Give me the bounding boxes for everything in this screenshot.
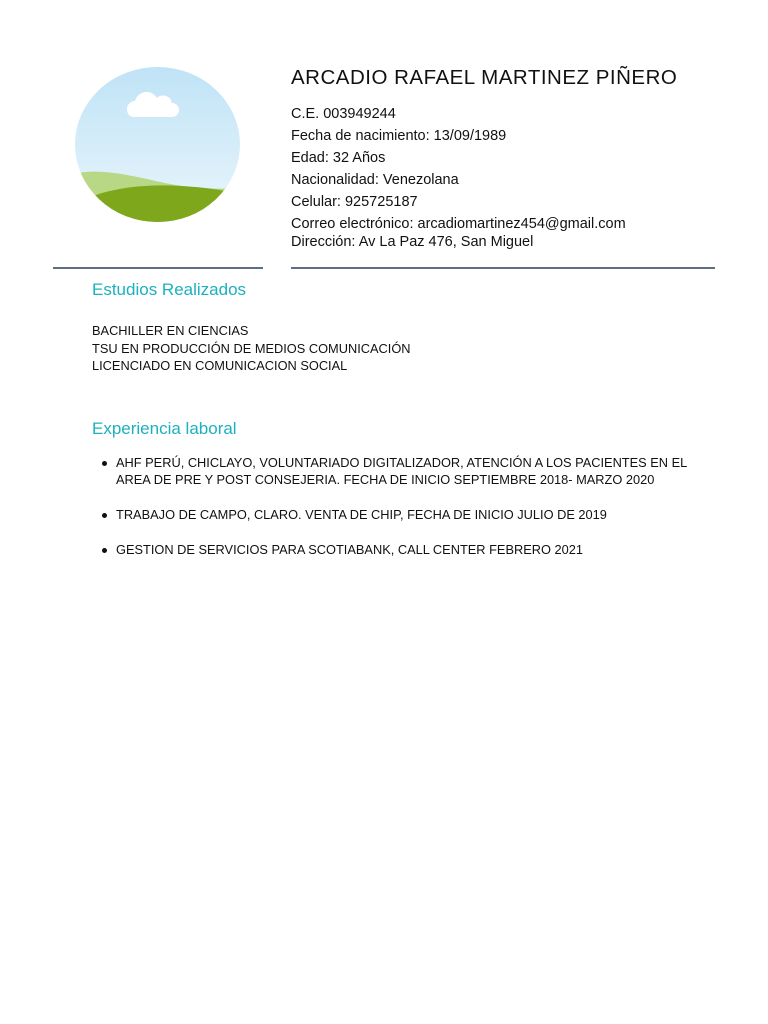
studies-heading: Estudios Realizados (92, 280, 247, 299)
experience-item: TRABAJO DE CAMPO, CLARO. VENTA DE CHIP, FECHA DE INICIO JULIO DE 2019 (100, 506, 710, 523)
address: Dirección: Av La Paz 476, San Miguel (291, 234, 534, 250)
nationality: Nacionalidad: Venezolana (291, 172, 459, 188)
landscape-placeholder-icon (75, 67, 240, 222)
study-item: TSU EN PRODUCCIÓN DE MEDIOS COMUNICACIÓN (92, 340, 411, 356)
age: Edad: 32 Años (291, 150, 386, 166)
experience-list (100, 454, 710, 558)
phone: Celular: 925725187 (291, 194, 418, 210)
experience-heading: Experiencia laboral (92, 419, 237, 438)
id-document: C.E. 003949244 (291, 106, 396, 122)
study-item: LICENCIADO EN COMUNICACION SOCIAL (92, 358, 348, 373)
experience-item: GESTION DE SERVICIOS PARA SCOTIABANK, CALL CENTER FEBRERO 2021 (100, 541, 710, 558)
studies-list (92, 322, 411, 375)
candidate-name: ARCADIO RAFAEL MARTINEZ PIÑERO (291, 66, 678, 89)
divider-left (53, 267, 263, 269)
personal-info-list (291, 105, 626, 255)
birthdate: Fecha de nacimiento: 13/09/1989 (291, 128, 507, 144)
study-item: BACHILLER EN CIENCIAS (92, 323, 249, 338)
profile-photo-placeholder (75, 67, 240, 222)
experience-item: AHF PERÚ, CHICLAYO, VOLUNTARIADO DIGITALIZADOR, ATENCIÓN A LOS PACIENTES EN EL AREA DE PRE Y POST CONSEJERIA. FECHA DE INICIO SEPTIEMBRE 2018- MARZO 2020 (100, 454, 710, 488)
email: Correo electrónico: arcadiomartinez454@gmail.com (291, 216, 626, 232)
divider-right (291, 267, 715, 269)
